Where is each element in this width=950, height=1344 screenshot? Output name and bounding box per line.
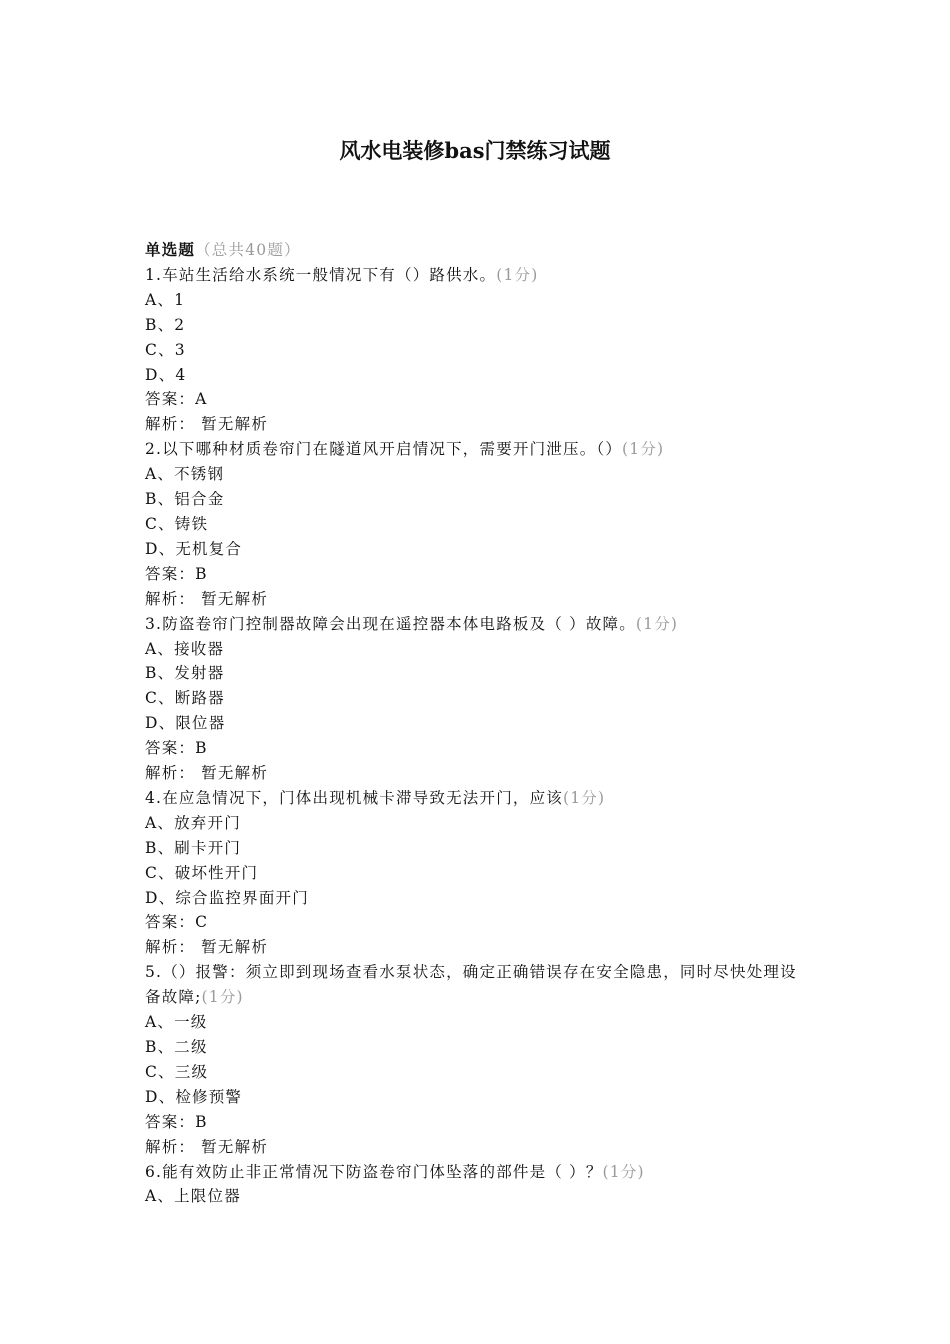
answer-line: 答案：B (145, 1112, 208, 1131)
option-item: A、放弃开门 (145, 813, 241, 832)
option-item: C、铸铁 (145, 514, 209, 533)
section-label: 单选题 (145, 240, 196, 259)
option-item: A、接收器 (145, 639, 225, 658)
question-stem (145, 786, 805, 811)
question-block (145, 612, 805, 786)
question-block (145, 263, 805, 437)
analysis-line: 解析： 暂无解析 (145, 415, 269, 434)
option-item: A、不锈钢 (145, 465, 225, 484)
question-score: (1分) (201, 988, 244, 1007)
section-heading (145, 238, 805, 263)
option-item: C、三级 (145, 1062, 209, 1081)
question-score: (1分) (496, 265, 539, 284)
analysis-line: 解析： 暂无解析 (145, 589, 269, 608)
answer-line: 答案：A (145, 390, 208, 409)
question-list (145, 238, 805, 1209)
question-stem (145, 960, 805, 1010)
question-text: 6.能有效防止非正常情况下防盗卷帘门体坠落的部件是（ ）？ (145, 1162, 603, 1181)
question-score: (1分) (602, 1162, 645, 1181)
question-stem (145, 612, 805, 637)
question-score: (1分) (622, 440, 665, 459)
question-block (145, 960, 805, 1159)
page-title: 风水电装修bas门禁练习试题 (339, 138, 611, 163)
option-item: D、4 (145, 365, 187, 384)
analysis-line: 解析： 暂无解析 (145, 1137, 269, 1156)
question-block (145, 786, 805, 960)
option-item: B、铝合金 (145, 490, 225, 509)
option-item: B、刷卡开门 (145, 838, 242, 857)
question-text: 4.在应急情况下，门体出现机械卡滞导致无法开门，应该 (145, 788, 563, 807)
option-item: B、发射器 (145, 664, 225, 683)
option-item: A、一级 (145, 1013, 208, 1032)
option-item: C、3 (145, 340, 186, 359)
option-item: D、检修预警 (145, 1087, 243, 1106)
option-item: C、断路器 (145, 689, 225, 708)
answer-line: 答案：C (145, 913, 209, 932)
analysis-line: 解析： 暂无解析 (145, 938, 269, 957)
answer-line: 答案：B (145, 564, 208, 583)
option-item: B、2 (145, 315, 186, 334)
question-score: (1分) (563, 788, 606, 807)
question-text: 5.（）报警：须立即到现场查看水泵状态，确定正确错误存在安全隐患，同时尽快处理设备故障; (145, 963, 797, 1007)
question-block (145, 1160, 805, 1210)
question-score: (1分) (635, 614, 679, 633)
question-text: 1.车站生活给水系统一般情况下有（）路供水。 (145, 265, 497, 284)
option-item: C、破坏性开门 (145, 863, 259, 882)
option-item: A、上限位器 (145, 1187, 241, 1206)
option-item: D、限位器 (145, 714, 226, 733)
analysis-line: 解析： 暂无解析 (145, 764, 269, 783)
section-count: （总共40题） (195, 241, 301, 259)
question-stem (145, 263, 805, 288)
option-item: D、综合监控界面开门 (145, 888, 309, 907)
question-stem (145, 1160, 805, 1185)
question-text: 2.以下哪种材质卷帘门在隧道风开启情况下，需要开门泄压。（） (145, 440, 623, 459)
option-item: D、无机复合 (145, 539, 243, 558)
answer-line: 答案：B (145, 739, 208, 758)
question-stem (145, 437, 805, 462)
question-text: 3.防盗卷帘门控制器故障会出现在遥控器本体电路板及（ ）故障。 (145, 614, 636, 633)
question-block (145, 437, 805, 611)
option-item: B、二级 (145, 1038, 208, 1056)
option-item: A、1 (145, 290, 186, 309)
